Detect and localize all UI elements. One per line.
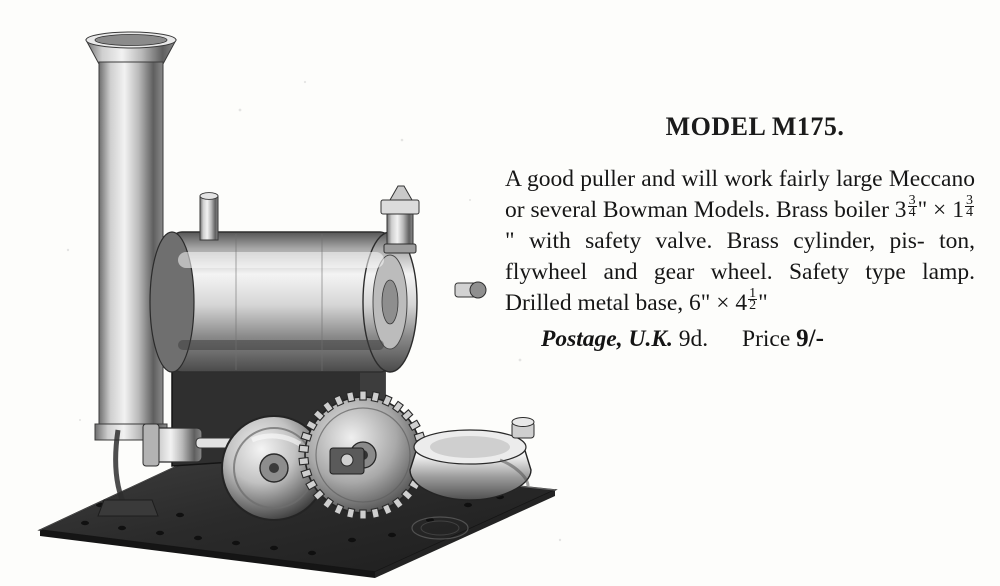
boiler-diameter-fraction (965, 195, 974, 218)
description-line-7c: " (758, 290, 768, 316)
description-line-7b: " × 4 (700, 290, 748, 316)
description-line-3c: " with (505, 228, 571, 254)
steam-pipe (200, 193, 218, 240)
description-line-7a: 6 (689, 290, 701, 316)
description-line-5: ton, flywheel and gear wheel. Safety (505, 228, 976, 285)
advert-copy (505, 112, 985, 353)
postage-price-line (505, 325, 985, 353)
postage-amount: 9d. (678, 326, 709, 352)
base-width-denominator: 2 (749, 298, 757, 313)
safety-valve (381, 186, 419, 253)
description-line-6: type lamp. Drilled metal base, (505, 259, 975, 316)
boiler-diameter-denominator: 4 (965, 205, 973, 220)
boiler-diameter-numerator: 3 (965, 193, 973, 208)
boiler-nozzle (455, 282, 486, 298)
boiler-length-fraction (908, 195, 917, 218)
postage-label: Postage, (541, 326, 623, 352)
description-line-1: A good puller and will work fairly (505, 166, 830, 192)
price-label: Price (742, 326, 791, 352)
spirit-lamp (410, 418, 534, 501)
postage-region: U.K. (628, 326, 673, 352)
base-width-numerator: 1 (749, 286, 757, 301)
boiler-length-denominator: 4 (908, 205, 916, 220)
description-line-4: safety valve. Brass cylinder, pis- (585, 228, 925, 254)
description-line-3a: Models. Brass boiler 3 (693, 197, 907, 223)
boiler-length-numerator: 3 (908, 193, 916, 208)
brass-boiler (150, 232, 417, 372)
model-title: MODEL M175. (665, 112, 845, 141)
description-paragraph (505, 164, 975, 319)
description-line-2: large Meccano or several Bowman (505, 166, 975, 223)
gear-wheel (299, 391, 427, 519)
description-line-3b: " × 1 (917, 197, 964, 223)
base-width-fraction (748, 288, 757, 311)
price-value: 9/- (796, 325, 824, 352)
